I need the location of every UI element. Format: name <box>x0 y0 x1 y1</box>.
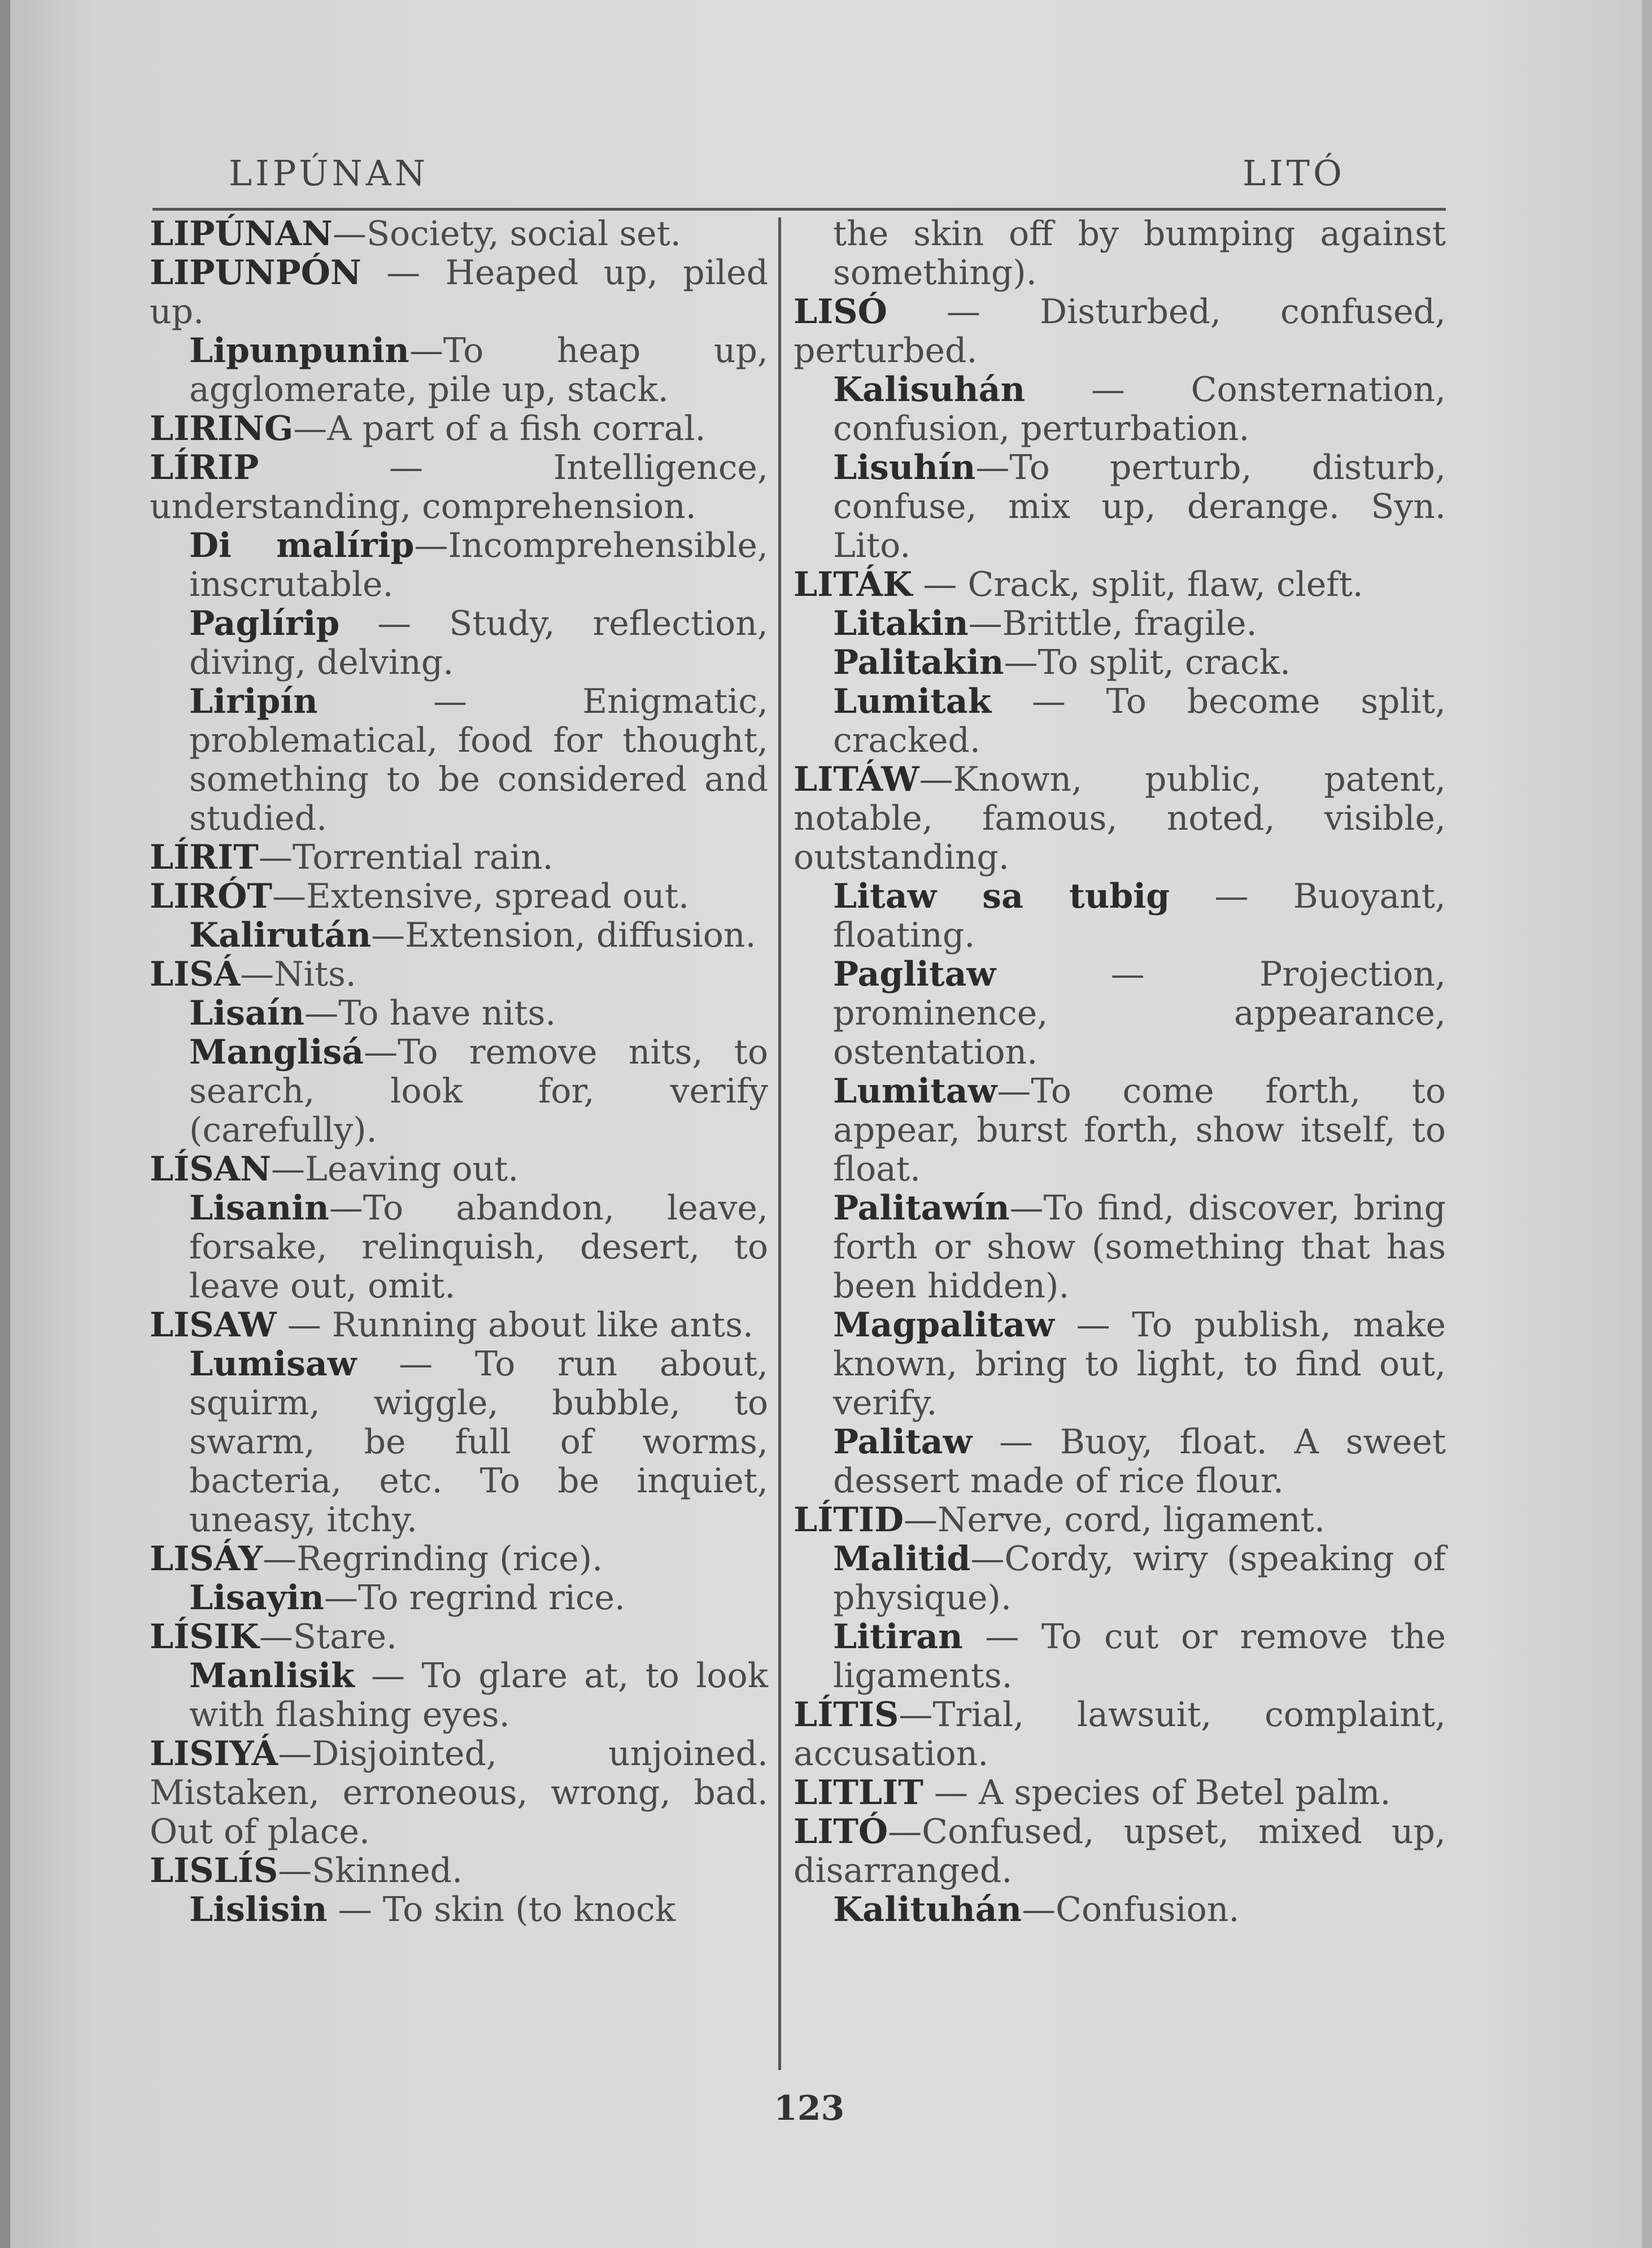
headword: Lumitaw <box>833 1071 997 1111</box>
dictionary-entry <box>150 877 768 916</box>
headword: LÍRIP <box>150 448 259 487</box>
column-divider <box>778 217 781 2070</box>
definition: —Nits. <box>240 955 356 994</box>
definition: — A species of Betel palm. <box>923 1773 1391 1813</box>
headword: LITLIT <box>794 1773 923 1813</box>
headword: Paglitaw <box>833 955 996 994</box>
definition: — Intelligence, understanding, comprehension. <box>150 448 768 526</box>
dictionary-entry <box>150 838 768 877</box>
definition: —Extensive, spread out. <box>272 877 690 916</box>
headword: LISÁ <box>150 955 241 994</box>
definition: —Known, public, patent, notable, famous, noted, visible, outstanding. <box>794 760 1446 877</box>
definition: — Study, reflection, diving, delving. <box>189 604 768 682</box>
headword: LIRÓT <box>150 877 273 916</box>
headword: Litaw sa tubig <box>833 877 1170 916</box>
definition: —Confused, upset, mixed up, disarranged. <box>794 1812 1446 1890</box>
right-column <box>794 215 1446 1929</box>
headword: Di malírip <box>189 526 415 565</box>
dictionary-subentry <box>794 1189 1446 1306</box>
dictionary-entry <box>794 760 1446 877</box>
definition: — Heaped up, piled up. <box>150 253 768 332</box>
definition: — Buoyant, floating. <box>833 877 1446 955</box>
definition: —Disjointed, unjoined. Mistaken, erroneous, wrong, bad. Out of place. <box>150 1734 768 1851</box>
dictionary-subentry <box>794 1618 1446 1696</box>
dictionary-subentry <box>150 604 768 682</box>
headword: Litakin <box>833 604 969 643</box>
definition: — To become split, cracked. <box>833 682 1446 760</box>
definition: —Extension, diffusion. <box>371 916 756 955</box>
dictionary-entry <box>794 565 1446 604</box>
definition: the skin off by bumping against something). <box>833 214 1446 293</box>
dictionary-entry <box>150 1306 768 1345</box>
definition: — Consternation, confusion, perturbation. <box>833 370 1446 448</box>
definition: —Regrinding (rice). <box>262 1539 603 1579</box>
headword: LISIYÁ <box>150 1734 278 1774</box>
dictionary-subentry <box>150 916 768 955</box>
definition: —Brittle, fragile. <box>968 604 1257 643</box>
headword: LITÁK <box>794 565 913 604</box>
definition: —To come forth, to appear, burst forth, show itself, to float. <box>833 1071 1446 1189</box>
dictionary-subentry <box>150 1189 768 1306</box>
headword: LISÓ <box>794 292 887 332</box>
dictionary-subentry <box>150 1890 768 1929</box>
definition: —To remove nits, to search, look for, verify (carefully). <box>189 1032 768 1150</box>
headword: Palitawín <box>833 1188 1010 1228</box>
definition: —To regrind rice. <box>324 1578 626 1618</box>
definition: —Cordy, wiry (speaking of physique). <box>833 1539 1446 1618</box>
headword: Litiran <box>833 1617 963 1657</box>
dictionary-subentry <box>794 448 1446 565</box>
dictionary-entry <box>150 1851 768 1890</box>
definition: —Incomprehensible, inscrutable. <box>189 526 768 604</box>
headword: LITÓ <box>794 1812 888 1851</box>
dictionary-entry <box>794 293 1446 371</box>
definition: — To glare at, to look with flashing eyes. <box>189 1656 768 1735</box>
dictionary-subentry <box>794 371 1446 448</box>
left-column <box>150 215 768 1929</box>
dictionary-entry <box>794 1501 1446 1540</box>
definition: — To skin (to knock <box>327 1890 676 1929</box>
headword: Lisanin <box>189 1188 329 1228</box>
definition: —To find, discover, bring forth or show (something that has been hidden). <box>833 1188 1446 1306</box>
definition: —To split, crack. <box>1004 643 1291 682</box>
headword: LIPÚNAN <box>150 214 333 254</box>
dictionary-subentry <box>150 526 768 604</box>
headword: LÍSAN <box>150 1149 271 1189</box>
headword: Kalirután <box>189 916 372 955</box>
headword: LÍRIT <box>150 838 259 877</box>
page-edge-right <box>1642 0 1652 2248</box>
dictionary-subentry <box>150 1579 768 1618</box>
headword: Liripín <box>189 682 318 721</box>
dictionary-subentry <box>150 1657 768 1735</box>
dictionary-subentry <box>794 1423 1446 1501</box>
page-number: 123 <box>774 2089 845 2128</box>
dictionary-entry <box>150 215 768 254</box>
dictionary-subentry <box>794 1072 1446 1189</box>
dictionary-subentry <box>794 955 1446 1072</box>
definition: — Disturbed, confused, perturbed. <box>794 292 1446 371</box>
definition: —To perturb, disturb, confuse, mix up, derange. Syn. Lito. <box>833 448 1446 565</box>
dictionary-subentry <box>150 1033 768 1150</box>
definition: —To abandon, leave, forsake, relinquish, desert, to leave out, omit. <box>189 1188 768 1306</box>
headword: Paglírip <box>189 604 340 643</box>
headword: Manlisik <box>189 1656 355 1696</box>
dictionary-entry <box>794 1774 1446 1813</box>
headword: Lisaín <box>189 994 305 1033</box>
definition: — To run about, squirm, wiggle, bubble, to swarm, be full of worms, bacteria, etc. To be inquiet, uneasy, itchy. <box>189 1344 768 1540</box>
headword: Kalisuhán <box>833 370 1026 409</box>
dictionary-subentry <box>150 994 768 1033</box>
dictionary-subentry <box>794 215 1446 293</box>
dictionary-entry <box>150 1150 768 1189</box>
headword: Palitaw <box>833 1422 973 1462</box>
definition: —Confusion. <box>1022 1890 1240 1929</box>
definition: — Enigmatic, problematical, food for thought, something to be considered and studied. <box>189 682 768 838</box>
dictionary-subentry <box>794 877 1446 955</box>
headword: Lipunpunin <box>189 331 409 371</box>
dictionary-subentry <box>794 643 1446 682</box>
headword: LISLÍS <box>150 1851 278 1890</box>
dictionary-subentry <box>794 604 1446 643</box>
definition: —Society, social set. <box>332 214 681 254</box>
definition: — To cut or remove the ligaments. <box>833 1617 1446 1696</box>
running-head-left: LIPÚNAN <box>229 153 429 194</box>
headword: Lislisin <box>189 1890 328 1929</box>
dictionary-subentry <box>794 1540 1446 1618</box>
headword: Manglisá <box>189 1032 364 1072</box>
headword: Magpalitaw <box>833 1305 1054 1345</box>
headword: Lisuhín <box>833 448 976 487</box>
running-head-right: LITÓ <box>1243 153 1345 194</box>
definition: — Buoy, float. A sweet dessert made of rice flour. <box>833 1422 1446 1501</box>
definition: —Skinned. <box>278 1851 463 1890</box>
headword: LÍTIS <box>794 1695 899 1735</box>
definition: —Nerve, cord, ligament. <box>904 1500 1325 1540</box>
headword: Palitakin <box>833 643 1004 682</box>
dictionary-entry <box>794 1696 1446 1774</box>
dictionary-entry <box>150 1735 768 1851</box>
dictionary-entry <box>150 1618 768 1657</box>
definition: —Leaving out. <box>271 1149 519 1189</box>
dictionary-subentry <box>794 682 1446 760</box>
dictionary-entry <box>794 1813 1446 1890</box>
dictionary-subentry <box>150 332 768 409</box>
header-rule <box>152 208 1446 211</box>
definition: —To heap up, agglomerate, pile up, stack. <box>189 331 768 409</box>
headword: Kalituhán <box>833 1890 1022 1929</box>
dictionary-subentry <box>150 1345 768 1540</box>
dictionary-entry <box>150 254 768 332</box>
definition: —Stare. <box>259 1617 398 1657</box>
definition: — To publish, make known, bring to light, to find out, verify. <box>833 1305 1446 1423</box>
headword: LISÁY <box>150 1539 263 1579</box>
definition: —To have nits. <box>304 994 556 1033</box>
headword: LÍSIK <box>150 1617 259 1657</box>
page-edge-left <box>0 0 10 2248</box>
dictionary-entry <box>150 448 768 526</box>
headword: Lumitak <box>833 682 992 721</box>
headword: LISAW <box>150 1305 277 1345</box>
definition: — Running about like ants. <box>276 1305 753 1345</box>
headword: LIPUNPÓN <box>150 253 361 293</box>
dictionary-subentry <box>794 1306 1446 1423</box>
dictionary-entry <box>150 409 768 448</box>
definition: — Crack, split, flaw, cleft. <box>912 565 1363 604</box>
definition: —A part of a fish corral. <box>293 409 706 448</box>
headword: Lumisaw <box>189 1344 357 1384</box>
dictionary-subentry <box>794 1890 1446 1929</box>
headword: LIRING <box>150 409 294 448</box>
dictionary-entry <box>150 1540 768 1579</box>
headword: LITÁW <box>794 760 919 799</box>
dictionary-subentry <box>150 682 768 838</box>
headword: Lisayin <box>189 1578 324 1618</box>
definition: — Projection, prominence, appearance, ostentation. <box>833 955 1446 1072</box>
definition: —Torrential rain. <box>258 838 553 877</box>
dictionary-entry <box>150 955 768 994</box>
headword: Malitid <box>833 1539 971 1579</box>
definition: —Trial, lawsuit, complaint, accusation. <box>794 1695 1446 1774</box>
headword: LÍTID <box>794 1500 904 1540</box>
